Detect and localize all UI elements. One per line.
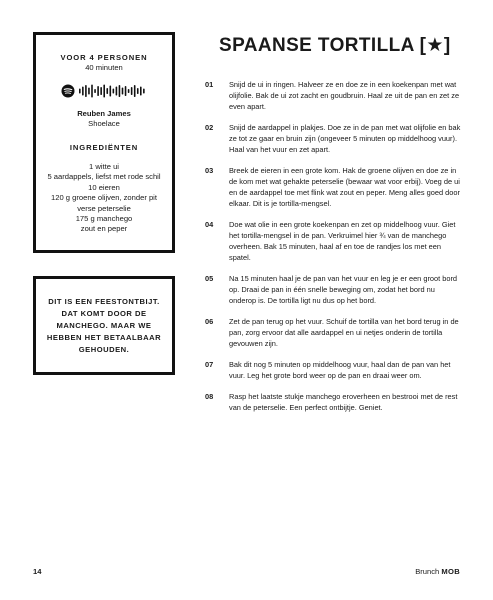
song-title: Shoelace [88,119,120,128]
spotify-icon [62,85,75,98]
spotify-code-bar [82,87,84,96]
spotify-code-bar [113,89,115,94]
step-number: 02 [205,123,214,132]
step-number: 01 [205,80,214,89]
step-number: 04 [205,220,214,229]
step-text: Doe wat olie in een grote koekenpan en zet op middelhoog vuur. Giet het tortilla-mengsel in de pan. Verkruimel hier ¾ van de manchego overheen. Bak 15 minuten, haal af en toe de randjes los met een spatel. [229,220,456,262]
step-text: Bak dit nog 5 minuten op middelhoog vuur, haal dan de pan van het vuur. Leg het grote bord weer op de pan en draai weer om. [229,360,451,380]
spotify-code-bars [79,85,145,98]
step-number: 06 [205,317,214,326]
spotify-code [36,84,172,98]
step-text: Zet de pan terug op het vuur. Schuif de tortilla van het bord terug in de pan, zorg ervoor dat alle aardappel en ui netjes onderin de tortilla gevouwen zijn. [229,317,459,348]
ingredient-item: 5 aardappels, liefst met rode schil [47,172,161,182]
step-item [205,359,461,381]
step-number: 03 [205,166,214,175]
step-text: Rasp het laatste stukje manchego eroverheen en bestrooi met de rest van de peterselie. Een perfect ontbijtje. Geniet. [229,392,458,412]
spotify-code-bar [128,89,130,93]
song-artist: Reuben James [77,109,131,118]
ingredients-heading: INGREDIËNTEN [69,143,139,152]
spotify-code-bar [110,86,112,97]
step-item [205,122,461,155]
step-item [205,273,461,306]
step-text: Na 15 minuten haal je de pan van het vuur en leg je er een groot bord op. Draai de pan in één snelle beweging om, zodat het bord nu onderop is. De tortilla ligt nu dus op het bord. [229,274,458,305]
ingredient-item: zout en peper [80,224,128,234]
note-box [33,276,175,375]
footer-section: Brunch [415,567,440,576]
spotify-code-bar [143,89,145,94]
step-item [205,79,461,112]
spotify-code-bar [106,88,108,94]
ingredients-list [36,162,172,235]
step-number: 08 [205,392,214,401]
spotify-code-graphic [61,84,147,98]
spotify-code-bar [119,85,121,97]
page-number: 14 [33,567,42,576]
spotify-code-bar [79,89,81,94]
servings: VOOR 4 PERSONEN [60,53,148,62]
ingredient-item: 1 witte ui [89,162,119,171]
spotify-code-bar [100,87,102,95]
cooking-time: 40 minuten [85,63,123,72]
spotify-code-bar [91,85,93,98]
spotify-code-bar [94,89,96,93]
spotify-code-bar [85,85,87,97]
step-text: Breek de eieren in een grote kom. Hak de groene olijven en doe ze in de kom met wat gehakte peterselie (bewaar wat voor erbij). Voeg de ui en de aardappel toe met flink wat zout en peper. Meng alles goed door elkaar. Dit is je tortilla-mengsel. [229,166,460,208]
step-text: Snijd de ui in ringen. Halveer ze en doe ze in een koekenpan met wat olijfolie. Bak de ui zot zacht en goudbruin. Haal ze uit de pan en zet ze even apart. [229,80,460,111]
steps-list [205,79,461,413]
spotify-code-bar [140,87,142,96]
ingredient-item: verse peterselie [77,203,131,213]
step-item [205,219,461,263]
spotify-code-bar [125,86,127,96]
spotify-code-bar [88,88,90,95]
footer-credit [415,567,460,576]
footer-brand: MOB [441,567,460,576]
spotify-code-bar [131,87,133,95]
spotify-code-bar [134,85,136,97]
step-item [205,316,461,349]
spotify-code-bar [116,87,118,96]
spotify-code-bar [122,88,124,95]
ingredient-item: 10 eieren [88,182,120,192]
step-number: 07 [205,360,214,369]
ingredient-item: 175 g manchego [75,214,133,224]
step-item [205,165,461,209]
spotify-code-bar [137,88,139,94]
step-text: Snijd de aardappel in plakjes. Doe ze in de pan met wat olijfolie en bak ze tot ze gaar en bruin zijn (ongeveer 5 minuten op middelhoog vuur). Haal van het vuur en zet apart. [229,123,461,154]
recipe-info-box [33,32,175,253]
spotify-code-bar [103,85,105,98]
recipe-title: SPAANSE TORTILLA [★] [219,35,451,56]
note-text: DIT IS EEN FEESTONTBIJT. DAT KOMT DOOR DE MANCHEGO. MAAR WE HEBBEN HET BETAALBAAR GEHOUDEN. [46,296,162,354]
step-number: 05 [205,274,214,283]
step-item [205,391,461,413]
ingredient-item: 120 g groene olijven, zonder pit [51,193,157,203]
spotify-code-bar [97,86,99,96]
